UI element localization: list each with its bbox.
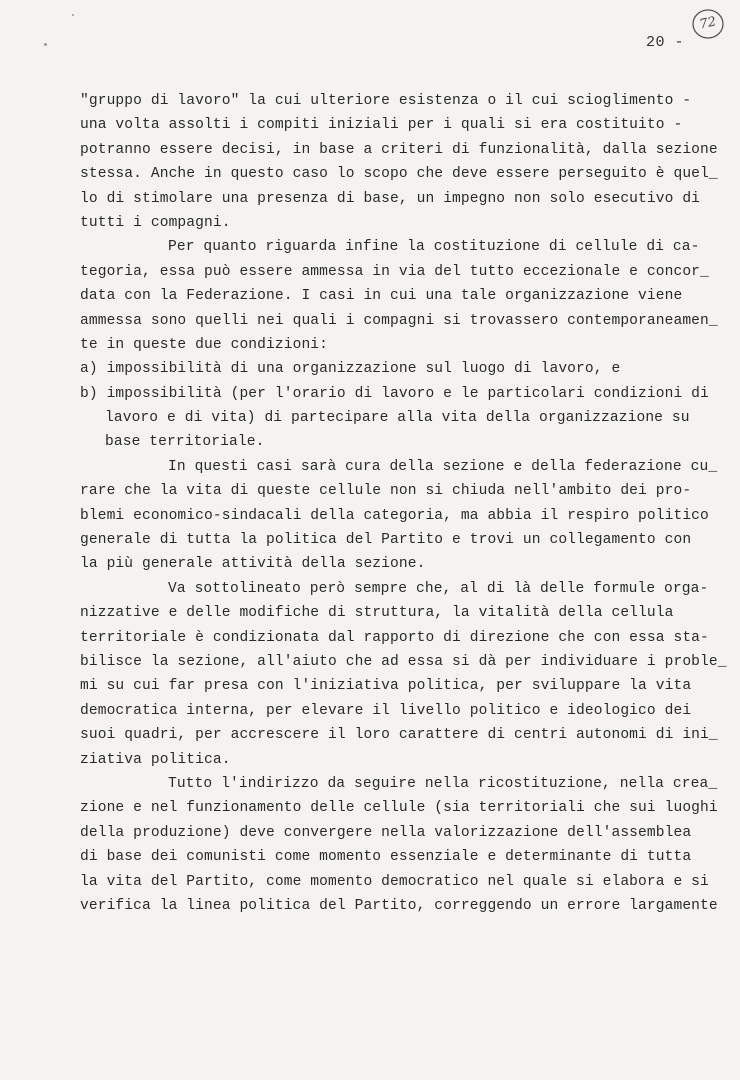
- page-number: 20 -: [646, 34, 685, 51]
- text-line: b) impossibilità (per l'orario di lavoro e le particolari condizioni di: [80, 385, 709, 402]
- text-line: Per quanto riguarda infine la costituzione di cellule di ca-: [168, 239, 700, 256]
- text-line: rare che la vita di queste cellule non si chiuda nell'ambito dei pro-: [80, 483, 692, 500]
- text-line: zione e nel funzionamento delle cellule (sia territoriali che sui luoghi: [80, 800, 718, 817]
- text-line: di base dei comunisti come momento essenziale e determinante di tutta: [80, 849, 692, 866]
- text-line: nizzative e delle modifiche di struttura, la vitalità della cellula: [80, 605, 674, 622]
- text-line: Tutto l'indirizzo da seguire nella ricostituzione, nella crea_: [168, 775, 718, 792]
- text-line: base territoriale.: [105, 434, 265, 451]
- text-line: "gruppo di lavoro" la cui ulteriore esistenza o il cui scioglimento -: [80, 93, 692, 109]
- text-line: ammessa sono quelli nei quali i compagni si trovassero contemporaneamen_: [80, 312, 718, 329]
- text-line: suoi quadri, per accrescere il loro carattere di centri autonomi di ini_: [80, 727, 718, 744]
- text-line: ziativa politica.: [80, 751, 231, 768]
- paper-speck: [72, 14, 74, 16]
- text-line: a) impossibilità di una organizzazione sul luogo di lavoro, e: [80, 361, 621, 378]
- archive-stamp-number: 72: [698, 14, 718, 33]
- text-line: data con la Federazione. I casi in cui una tale organizzazione viene: [80, 288, 683, 305]
- text-line: Va sottolineato però sempre che, al di là delle formule orga-: [168, 580, 709, 597]
- text-line: blemi economico-sindacali della categoria, ma abbia il respiro politico: [80, 507, 709, 524]
- text-line: democratica interna, per elevare il livello politico e ideologico dei: [80, 702, 692, 719]
- archive-stamp: [690, 6, 726, 42]
- text-line: una volta assolti i compiti iniziali per i quali si era costituito -: [80, 117, 683, 134]
- text-line: generale di tutta la politica del Partito e trovi un collegamento con: [80, 532, 692, 549]
- text-line: te in queste due condizioni:: [80, 336, 329, 353]
- text-line: tutti i compagni.: [80, 214, 231, 231]
- text-line: verifica la linea politica del Partito, correggendo un errore largamente: [80, 897, 718, 914]
- text-line: territoriale è condizionata dal rapporto di direzione che con essa sta-: [80, 629, 709, 646]
- text-line: della produzione) deve convergere nella valorizzazione dell'assemblea: [80, 824, 692, 841]
- text-line: lo di stimolare una presenza di base, un impegno non solo esecutivo di: [80, 190, 701, 207]
- text-line: mi su cui far presa con l'iniziativa politica, per sviluppare la vita: [80, 678, 692, 695]
- text-line: In questi casi sarà cura della sezione e della federazione cu_: [168, 458, 718, 475]
- paper-speck: [44, 43, 47, 46]
- text-line: la vita del Partito, come momento democratico nel quale si elabora e si: [80, 873, 709, 890]
- text-line: la più generale attività della sezione.: [80, 556, 426, 573]
- text-line: potranno essere decisi, in base a criteri di funzionalità, dalla sezione: [80, 141, 718, 158]
- text-line: stessa. Anche in questo caso lo scopo che deve essere perseguito è quel_: [80, 166, 718, 183]
- text-line: lavoro e di vita) di partecipare alla vita della organizzazione su: [105, 410, 690, 427]
- text-line: tegoria, essa può essere ammessa in via del tutto eccezionale e concor_: [80, 263, 709, 280]
- text-line: bilisce la sezione, all'aiuto che ad essa si dà per individuare i proble_: [80, 653, 727, 670]
- body-text: [80, 89, 727, 918]
